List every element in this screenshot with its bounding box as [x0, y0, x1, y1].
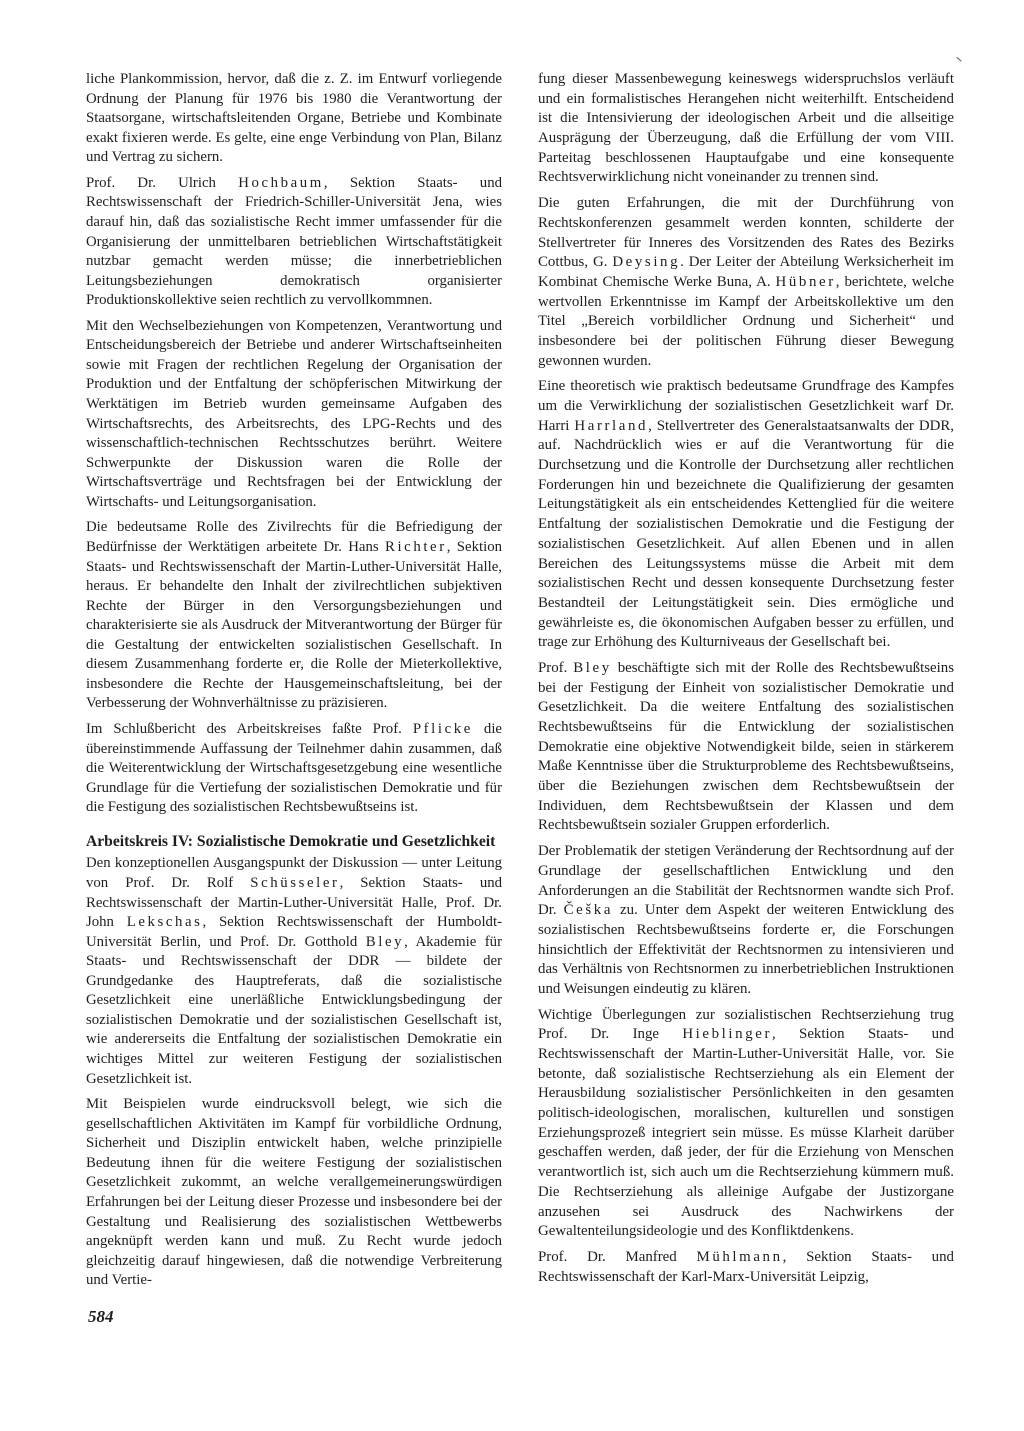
- paragraph-text: fung dieser Massenbewegung keineswegs widerspruchslos verläuft und ein formalistisches Herangehen nicht weiterhilft. Entscheidend ist die Intensivierung der ideologischen Arbeit und die allseitige Ausprägung der Überzeugung, daß die Erfüllung der vom VIII. Parteitag beschlossenen Hauptaufgabe und eine konsequente Rechtsverwirklichung nicht voneinander zu trennen sind.: [538, 71, 954, 186]
- paragraph-text: Der Problematik der stetigen Veränderung der Rechtsordnung auf der Grundlage der gesellschaftlichen Entwicklung und den Anforderungen an die Stabilität der Rechtsnormen wandte sich Prof. Dr.: [538, 843, 954, 919]
- paragraph: [86, 70, 502, 168]
- paragraph-text: , Sektion Staats- und Rechtswissenschaft der Martin-Luther-Universität Halle, Prof. Dr. John: [86, 874, 503, 931]
- paragraph-text: , Akademie für Staats- und Rechtswissenschaft der DDR — bildete der Grundgedanke des Hauptreferats, daß die sozialistische Gesetzlichkeit eine unerläßliche Entwicklungsbedingung der sozialistischen Demokratie und der sozialistischen Gesellschaft ist, wie andererseits die Entfaltung der sozialistischen Demokratie ein wichtiges Mittel zur weiteren Festigung der sozialistischen Gesetzlichkeit ist.: [86, 933, 503, 1087]
- paragraph: [538, 70, 954, 188]
- paragraph-text: , Sektion Staats- und Rechtswissenschaft der Martin-Luther-Universität Halle, vor. Sie betonte, daß sozialistische Rechtserziehung als ein Element der Herausbildung sozialistischer Persönlichkeiten in den gesamten politisch-ideologischen, moralischen, kulturellen und sonstigen Erziehungsprozeß integriert sein müsse. Es müsse Klarheit darüber geschaffen werden, daß jeder, der für die Erziehung von Menschen verantwortlich ist, sich auch um die Rechtserziehung kümmern muß. Die Rechtserziehung als alleinige Aufgabe der Justizorgane anzusehen sei Ausdruck des Nachwirkens der Gewaltenteilungsideologie und des Konfliktdenkens.: [538, 1026, 954, 1240]
- paragraph: [538, 1006, 954, 1242]
- paragraph-text: , Sektion Staats- und Rechtswissenschaft der Martin-Luther-Universität Halle, heraus. Er behandelte den Inhalt der zivilrechtlichen subjektiven Rechte der Bürger in den Versorgungsbeziehungen und charakterisierte sie als Ausdruck der Mitverantwortung der Bürger für die Gestaltung der entwickelten sozialistischen Gesellschaft. In diesem Zusammenhang forderte er, die Rolle der Mieterkollektive, insbesondere die Rechte der Hausgemeinschaftsleitung, bei der Verbesserung der Wohnverhältnisse zu präzisieren.: [86, 538, 502, 712]
- section-heading: Arbeitskreis IV: Sozialistische Demokratie und Gesetzlichkeit: [86, 832, 496, 850]
- person-name: Hübner: [775, 273, 836, 290]
- person-name: Lekschas: [126, 914, 203, 931]
- paragraph: [538, 842, 954, 1000]
- paragraph: [538, 659, 954, 836]
- paragraph: [86, 720, 502, 818]
- left-column: [86, 70, 502, 1297]
- person-name: Richter: [385, 538, 447, 555]
- paragraph-text: Prof. Dr. Manfred: [538, 1248, 677, 1265]
- person-name: Hochbaum: [238, 174, 324, 191]
- paragraph: [86, 518, 502, 714]
- page-number: 584: [88, 1307, 114, 1326]
- paragraph-text: Wichtige Überlegungen zur sozialistischen Rechtserziehung trug Prof. Dr. Inge: [538, 1006, 954, 1043]
- paragraph: [538, 1248, 954, 1287]
- person-name: Deysing: [612, 254, 681, 271]
- person-name: Harrland: [574, 417, 649, 434]
- paragraph-text: Den konzeptionellen Ausgangspunkt der Diskussion — unter Leitung von Prof. Dr. Rolf: [86, 855, 502, 891]
- person-name: Hieblinger: [682, 1026, 773, 1043]
- paragraph-text: Prof. Dr. Ulrich: [86, 174, 216, 191]
- person-name: Bley: [573, 659, 612, 676]
- paragraph-text: Im Schlußbericht des Arbeitskreises faßte Prof.: [86, 721, 402, 737]
- paragraph-text: , Sektion Staats- und Rechtswissenschaft der Friedrich-Schiller-Universität Jena, wies darauf hin, daß das sozialistische Recht immer umfassender für die Organisierung der unmittelbaren betrieblichen Wirtschaftstätigkeit nutzbar gemacht werden müsse; die innerbetrieblichen Leitungsbeziehungen demokratisch organisierter Produktionskollektive seien rechtlich zu vervollkommnen.: [86, 174, 502, 309]
- paragraph-text: liche Plankommission, hervor, daß die z. Z. im Entwurf vorliegende Ordnung der Planung für 1976 bis 1980 die Verantwortung der Staatsorgane, wirtschaftsleitenden Organe, Betriebe und Kombinate exakt fixieren werde. Es gelte, eine enge Verbindung von Plan, Bilanz und Vertrag zu sichern.: [86, 71, 502, 166]
- right-column: [538, 70, 954, 1293]
- paragraph: [86, 174, 502, 311]
- paragraph-text: , berichtete, welche wertvollen Erkenntnisse im Kampf der Arbeitskollektive um den Titel „Bereich vorbildlicher Ordnung und Sicherheit“ und insbesondere bei der politischen Führung dieser Bewegung gewonnen wurden.: [538, 273, 954, 369]
- person-name: Mühlmann: [696, 1248, 783, 1265]
- person-name: Bley: [365, 933, 405, 950]
- paragraph: [86, 317, 502, 513]
- paragraph-text: . Der Leiter der Abteilung Werksicherheit im Kombinat Chemische Werke Buna, A.: [538, 254, 954, 290]
- person-name: Češka: [563, 902, 614, 919]
- person-name: Pflicke: [412, 721, 473, 737]
- paragraph: [538, 377, 954, 653]
- scan-mark: [952, 57, 961, 66]
- paragraph-text: Prof.: [538, 659, 568, 676]
- paragraph-text: Eine theoretisch wie praktisch bedeutsame Grundfrage des Kampfes um die Verwirklichung der sozialistischen Gesetzlichkeit warf Dr. Harri: [538, 378, 954, 434]
- paragraph: [86, 854, 502, 1089]
- paragraph-text: beschäftigte sich mit der Rolle des Rechtsbewußtseins bei der Festigung der Einheit von sozialistischer Demokratie und Gesetzlichkeit. Da die weitere Entfaltung des sozialistischen Rechtsbewußtseins für die Entwicklung der sozialistischen Demokratie eine objektive Notwendigkeit bilde, seien in stärkerem Maße Kenntnisse über die Strukturprobleme des Rechtsbewußtseins, über die Beziehungen zwischen dem Rechtsbewußtsein der Individuen, dem Rechtsbewußtsein der Klassen und dem Rechtsbewußtsein sozialer Gruppen erforderlich.: [538, 659, 954, 834]
- paragraph-text: Die bedeutsame Rolle des Zivilrechts für die Befriedigung der Bedürfnisse der Werktätigen arbeitete Dr. Hans: [86, 519, 502, 555]
- paragraph-text: , Stellvertreter des Generalstaatsanwalts der DDR, auf. Nachdrücklich wies er auf die Verantwortung für die Durchsetzung und die Kontrolle der Durchsetzung aller rechtlichen Forderungen hin und bezeichnete die Qualifizierung der gesamten Leitungstätigkeit als ein entscheidendes Kettenglied für die weitere Entfaltung der sozialistischen Demokratie und die Festigung der sozialistischen Gesetzlichkeit. Auf allen Ebenen und in allen Bereichen des Leitungssystems müsse die Arbeit mit dem sozialistischen Recht und dessen konsequente Durchsetzung fester Bestandteil der Leitungstätigkeit sein. Dies ermögliche und gewährleiste es, die ökonomischen Aufgaben besser zu erfüllen, und trage zur Erhöhung des Kulturniveaus der Gesellschaft bei.: [538, 417, 954, 651]
- paragraph: [538, 194, 954, 371]
- paragraph: [86, 1095, 502, 1291]
- paragraph-text: , Sektion Rechtswissenschaft der Humboldt-Universität Berlin, und Prof. Dr. Gotthold: [86, 914, 502, 950]
- paragraph-text: Mit Beispielen wurde eindrucksvoll belegt, wie sich die gesellschaftlichen Aktivitäten im Kampf für vorbildliche Ordnung, Sicherheit und Disziplin entwickelt haben, welche prinzipielle Bedeutung ihnen für die weitere Festigung der sozialistischen Gesetzlichkeit zukommt, an welche verallgemeinerungswürdigen Erfahrungen bei der Leitung dieser Prozesse und insbesondere bei der Gestaltung und Realisierung des sozialistischen Wettbewerbs angeknüpft werden kann und muß. Zu Recht wurde jedoch gleichzeitig darauf hingewiesen, daß die notwendige Verbreiterung und Vertie-: [86, 1096, 502, 1289]
- person-name: Schüsseler: [250, 874, 340, 891]
- paragraph-text: zu. Unter dem Aspekt der weiteren Entwicklung des sozialistischen Rechtsbewußtseins forderte er, die Forschungen hinsichtlich der Effektivität der Rechtsnormen zu intensivieren und das Verhältnis von Rechtsnormen zu innerbetrieblichen Instruktionen und Weisungen eindeutig zu klären.: [538, 902, 954, 997]
- paragraph-text: , Sektion Staats- und Rechtswissenschaft der Karl-Marx-Universität Leipzig,: [538, 1248, 954, 1285]
- paragraph-text: Mit den Wechselbeziehungen von Kompetenzen, Verantwortung und Entscheidungsbereich der Betriebe und anderer Wirtschaftseinheiten sowie mit Fragen der rechtlichen Regelung der Organisation der Produktion und der Entfaltung der schöpferischen Mitwirkung der Werktätigen im Betrieb wurden gemeinsame Aufgaben des Wirtschaftsrechts, des Arbeitsrechts, des LPG-Rechts und des wissenschaftlich-technischen Rechtsschutzes berührt. Weitere Schwerpunkte der Diskussion waren die Rolle der Wirtschaftsverträge und Rechtsfragen bei der Entwicklung der Wirtschafts- und Leitungsorganisation.: [86, 317, 502, 510]
- paragraph-text: Die guten Erfahrungen, die mit der Durchführung von Rechtskonferenzen gesammelt werden konnten, schilderte der Stellvertreter für Inneres des Vorsitzenden des Rates des Bezirks Cottbus, G.: [538, 195, 954, 271]
- paragraph-text: die übereinstimmende Auffassung der Teilnehmer dahin zusammen, daß die Weiterentwicklung der Wirtschaftsgesetzgebung eine wesentliche Grundlage für die Vertiefung der sozialistischen Demokratie und für die Festigung des sozialistischen Rechtsbewußtseins ist.: [86, 721, 502, 816]
